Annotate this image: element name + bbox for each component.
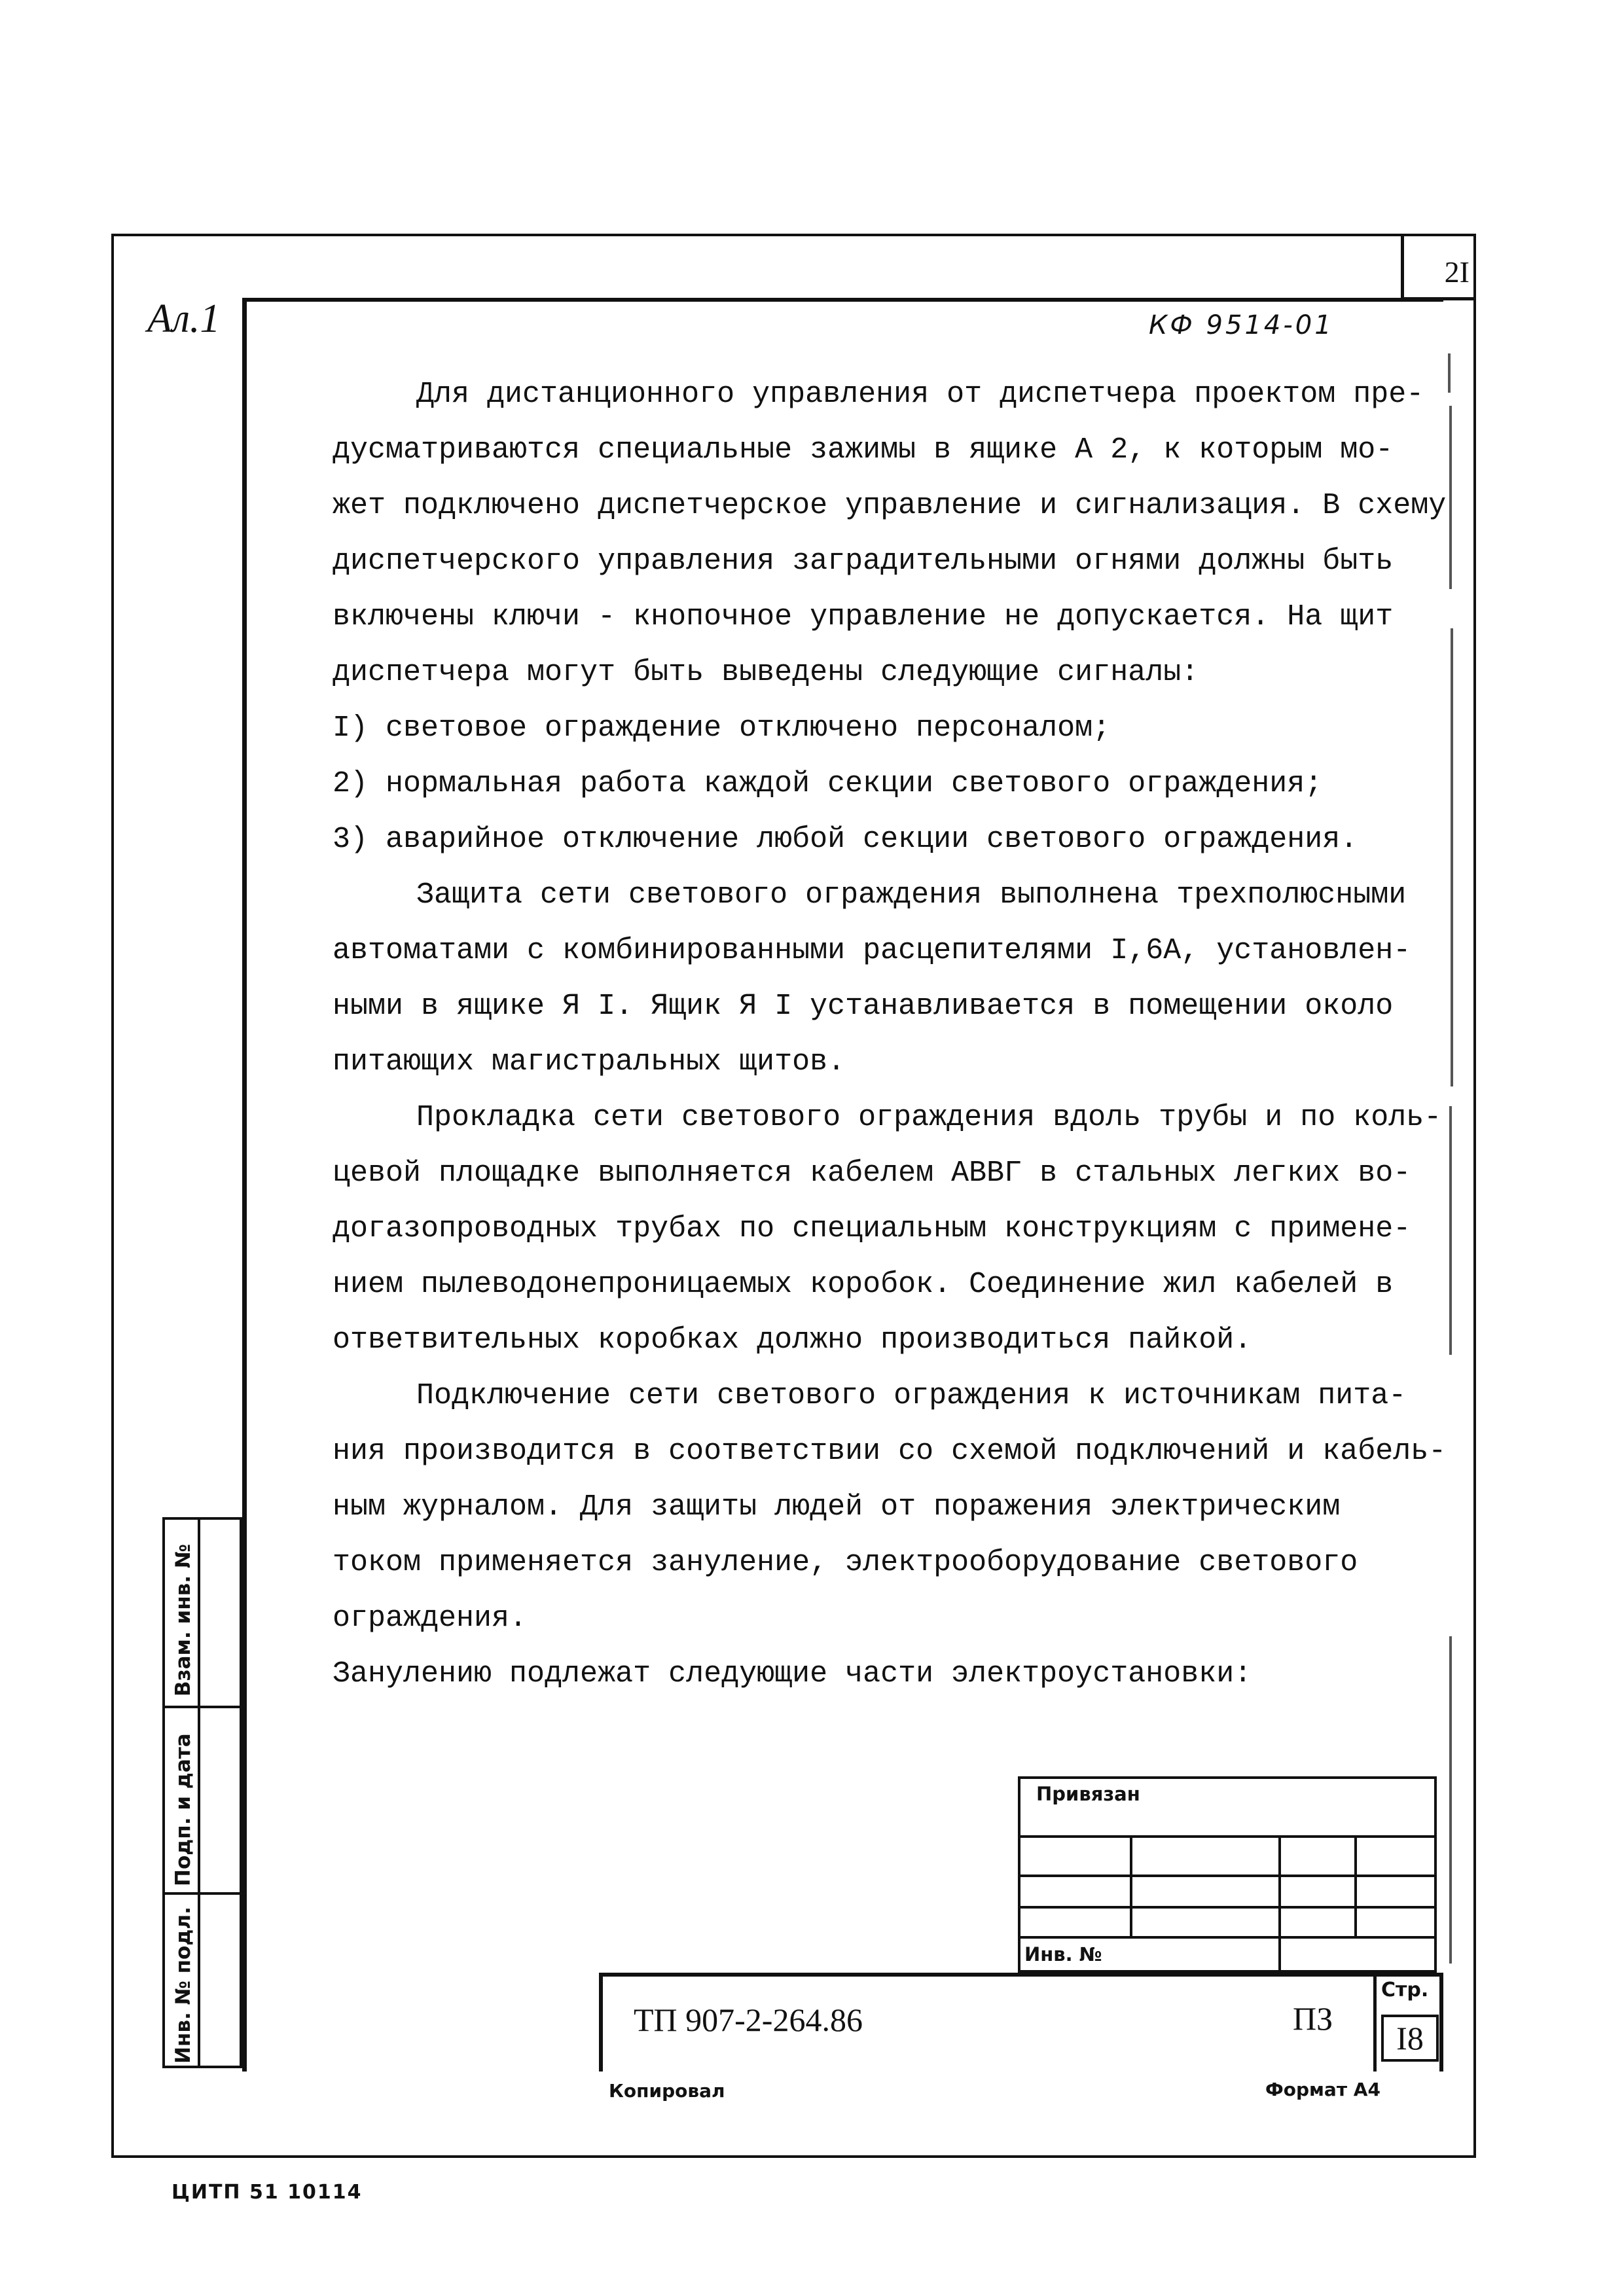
doc-code-handwritten: КФ 9514-01 <box>1149 310 1334 340</box>
scan-artifact <box>1449 406 1452 589</box>
side-stamp <box>162 1517 242 2068</box>
side-stamp-row-vzam <box>165 1520 240 1708</box>
copied-label: Копировал <box>609 2080 725 2102</box>
sheet-mark: Ал.1 <box>147 296 221 341</box>
text-line: нием пылеводонепроницаемых коробок. Соединение жил кабелей в <box>333 1268 1394 1301</box>
bind-table-rule <box>1018 1906 1437 1909</box>
text-line: питающих магистральных щитов. <box>333 1045 846 1079</box>
bind-table-divider <box>1354 1835 1357 1939</box>
body-text <box>333 367 1447 1702</box>
bind-table-label: Привязан <box>1036 1783 1140 1805</box>
text-line: ответвительных коробках должно производиться пайкой. <box>333 1323 1252 1357</box>
side-stamp-row-podp <box>165 1708 240 1895</box>
text-line: током применяется зануление, электрооборудование светового <box>333 1546 1358 1579</box>
text-line: дусматриваются специальные зажимы в ящике А 2, к которым мо- <box>333 433 1394 467</box>
scan-artifact <box>1448 353 1451 393</box>
scan-artifact <box>1451 628 1453 1086</box>
bind-table-rule <box>1018 1874 1437 1877</box>
text-line: I) световое ограждение отключено персоналом; <box>333 711 1111 745</box>
format-label: Формат А4 <box>1265 2079 1380 2100</box>
text-line: ния производится в соответствии со схемой подключений и кабель- <box>333 1435 1447 1468</box>
text-line: Защита сети светового ограждения выполнена трехполюсными <box>416 878 1407 912</box>
text-line: включены ключи - кнопочное управление не допускается. На щит <box>333 600 1394 634</box>
text-line: диспетчера могут быть выведены следующие сигналы: <box>333 656 1199 689</box>
sheet-number: 2I <box>1401 234 1476 300</box>
text-line: Для дистанционного управления от диспетчера проектом пре- <box>416 378 1424 411</box>
doc-number: ТП 907-2-264.86 <box>634 2001 863 2038</box>
text-line: ограждения. <box>333 1602 528 1635</box>
scan-artifact <box>1449 1106 1452 1355</box>
side-stamp-label-inv: Инв. № подл. <box>171 1907 195 2064</box>
bind-table-divider <box>1130 1835 1132 1939</box>
doc-type: ПЗ <box>1293 2000 1333 2037</box>
text-line: диспетчерского управления заградительными огнями должны быть <box>333 545 1394 578</box>
text-line: ными в ящике Я I. Ящик Я I устанавливается в помещении около <box>333 990 1394 1023</box>
text-line: жет подключено диспетчерское управление и сигнализация. В схему <box>333 489 1447 522</box>
text-line: Занулению подлежат следующие части электроустановки: <box>333 1657 1252 1691</box>
text-line: Прокладка сети светового ограждения вдоль трубы и по коль- <box>416 1101 1442 1134</box>
text-line: Подключение сети светового ограждения к источникам пита- <box>416 1379 1407 1412</box>
bind-table-rule <box>1018 1835 1437 1838</box>
side-stamp-row-inv <box>165 1895 240 2066</box>
bind-table-rule <box>1018 1936 1437 1939</box>
bind-table-divider <box>1278 1835 1281 1973</box>
side-stamp-label-podp: Подп. и дата <box>171 1733 195 1886</box>
footer-code: ЦИТП 51 10114 <box>171 2181 363 2204</box>
text-line: 3) аварийное отключение любой секции светового ограждения. <box>333 823 1358 856</box>
text-line: автоматами с комбинированными расцепителями I,6А, установлен- <box>333 934 1411 967</box>
page-number: I8 <box>1381 2015 1439 2062</box>
text-line: догазопроводных трубах по специальным конструкциям с примене- <box>333 1212 1411 1246</box>
text-line: цевой площадке выполняется кабелем АВВГ в стальных легких во- <box>333 1157 1411 1190</box>
side-stamp-label-vzam: Взам. инв. № <box>171 1543 195 1696</box>
scan-artifact <box>1449 1636 1452 1964</box>
text-line: 2) нормальная работа каждой секции светового ограждения; <box>333 767 1323 800</box>
page-label: Стр. <box>1381 1979 1429 2001</box>
bind-table-inv-label: Инв. № <box>1024 1943 1102 1965</box>
text-line: ным журналом. Для защиты людей от поражения электрическим <box>333 1490 1341 1524</box>
